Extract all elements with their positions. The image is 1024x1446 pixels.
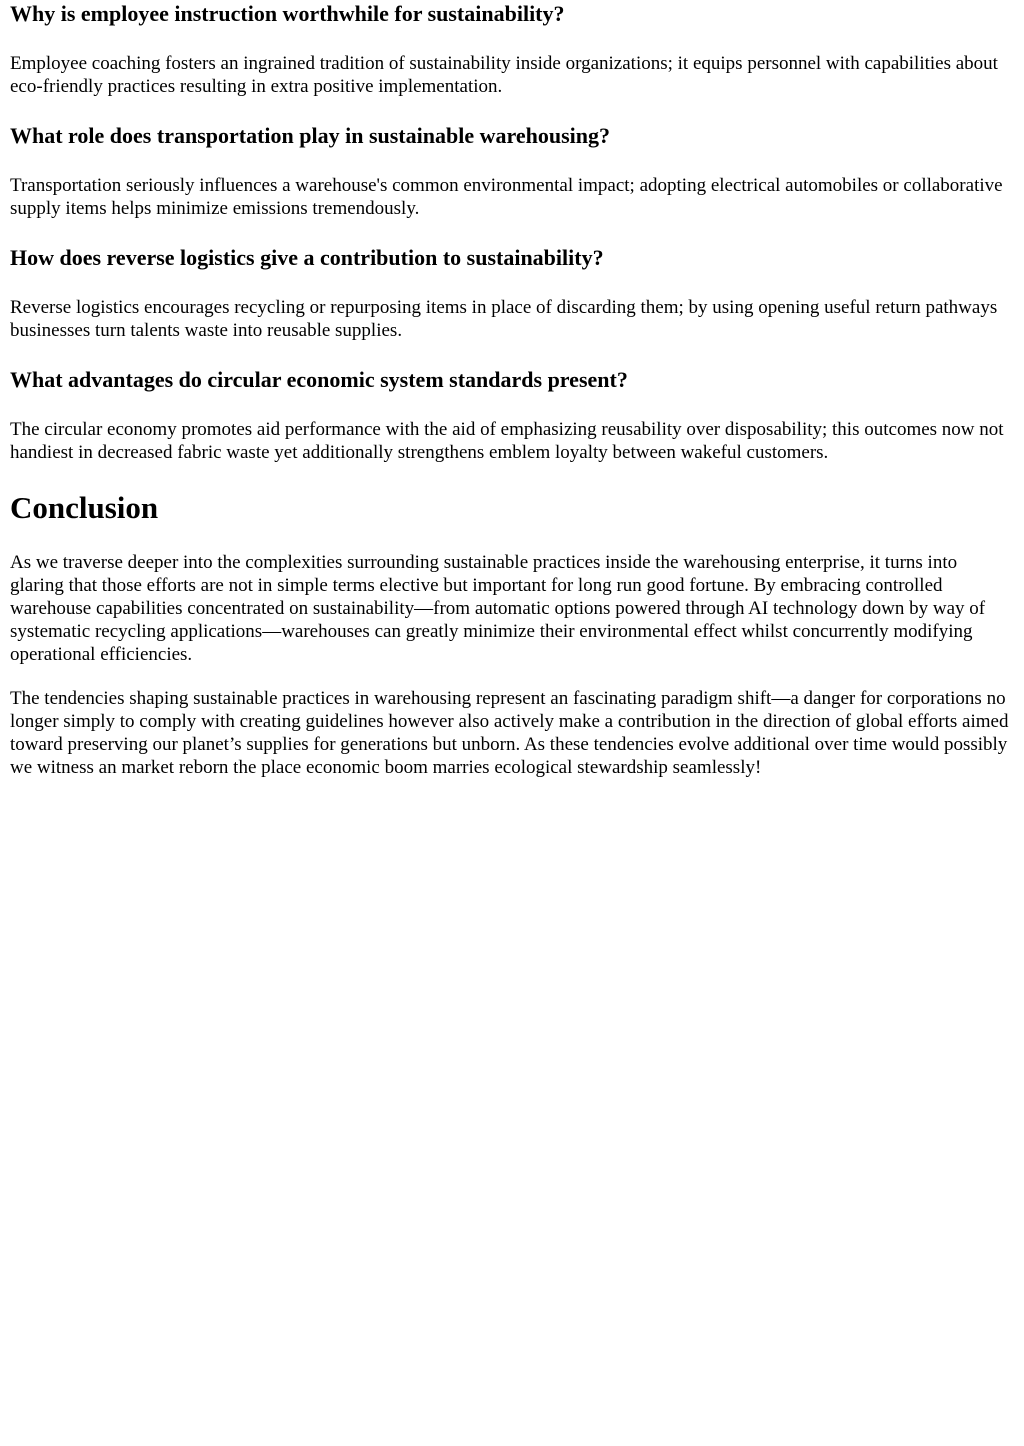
conclusion-paragraph: The tendencies shaping sustainable practices in warehousing represent an fascinating paradigm shift—a danger for corporations no longer simply to comply with creating guidelines however also actively make a contribution in the direction of global efforts aimed toward preserving our planet’s supplies for generations but unborn. As these tendencies evolve additional over time would possibly we witness an market reborn the place economic boom marries ecological stewardship seamlessly! bbox=[10, 688, 1009, 778]
faq-question: How does reverse logistics give a contribution to sustainability? bbox=[10, 245, 604, 270]
faq-question: What role does transportation play in sustainable warehousing? bbox=[10, 123, 610, 148]
faq-answer: The circular economy promotes aid performance with the aid of emphasizing reusability over disposability; this outcomes now not handiest in decreased fabric waste yet additionally strengthens emblem loyalty between wakeful customers. bbox=[10, 419, 1004, 463]
faq-answer: Transportation seriously influences a warehouse's common environmental impact; adopting electrical automobiles or collaborative supply items helps minimize emissions tremendously. bbox=[10, 175, 1003, 219]
faq-question: What advantages do circular economic system standards present? bbox=[10, 367, 628, 392]
conclusion-paragraph: As we traverse deeper into the complexities surrounding sustainable practices inside the warehousing enterprise, it turns into glaring that those efforts are not in simple terms elective but important for long run good fortune. By embracing controlled warehouse capabilities concentrated on sustainability—from automatic options powered through AI technology down by way of systematic recycling applications—warehouses can greatly minimize their environmental effect whilst concurrently modifying operational efficiencies. bbox=[10, 552, 986, 665]
faq-answer: Reverse logistics encourages recycling or repurposing items in place of discarding them; by using opening useful return pathways businesses turn talents waste into reusable supplies. bbox=[10, 297, 998, 341]
conclusion-heading: Conclusion bbox=[10, 490, 159, 525]
faq-question: Why is employee instruction worthwhile for sustainability? bbox=[10, 1, 565, 26]
faq-answer: Employee coaching fosters an ingrained tradition of sustainability inside organizations; it equips personnel with capabilities about eco-friendly practices resulting in extra positive implementation. bbox=[10, 53, 998, 97]
